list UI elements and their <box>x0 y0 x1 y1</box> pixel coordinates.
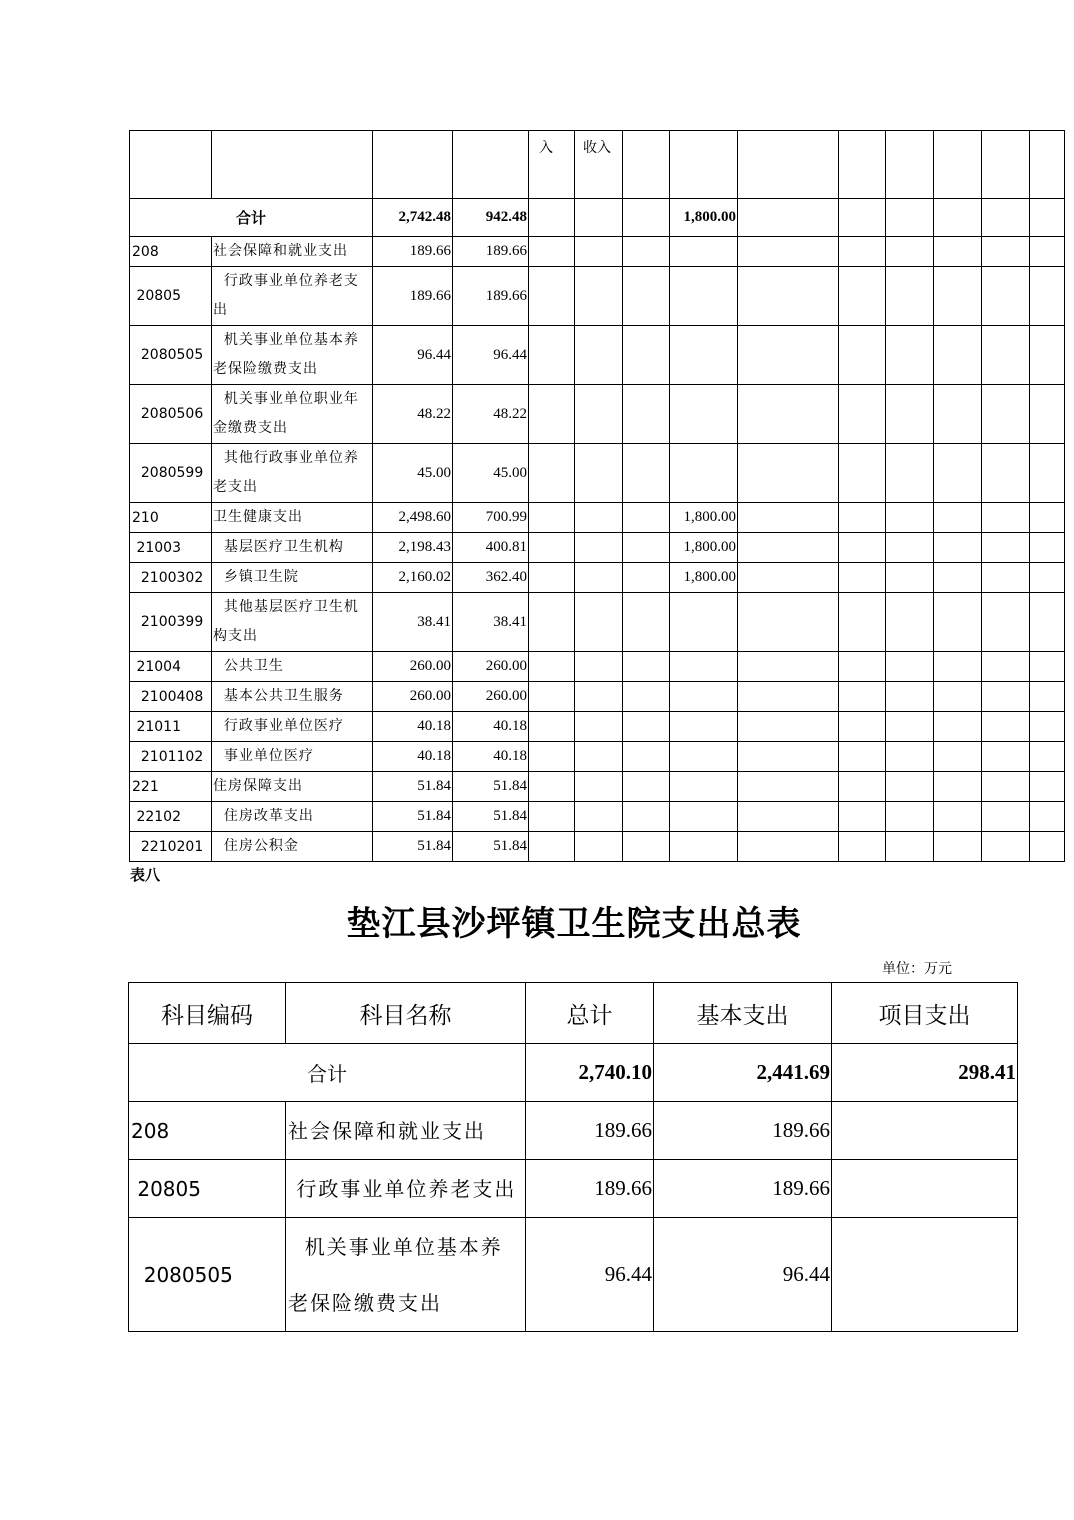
subject-code: 2080599 <box>130 444 212 503</box>
empty-cell <box>529 593 575 652</box>
empty-cell <box>575 802 623 832</box>
empty-cell <box>529 802 575 832</box>
table-row <box>130 593 1065 652</box>
empty-cell <box>934 802 982 832</box>
subject-code: 2101102 <box>130 742 212 772</box>
empty-cell <box>575 712 623 742</box>
empty-cell <box>886 444 934 503</box>
empty-cell <box>738 563 839 593</box>
empty-cell <box>982 772 1030 802</box>
other-value <box>670 832 738 862</box>
empty-cell <box>982 267 1030 326</box>
empty-cell <box>623 563 670 593</box>
empty-cell <box>1030 563 1065 593</box>
table8-expenditure-summary <box>128 982 1018 1332</box>
empty-cell <box>738 267 839 326</box>
subject-name: 住房公积金 <box>212 832 373 862</box>
basic-value: 38.41 <box>453 593 529 652</box>
basic-value: 51.84 <box>453 772 529 802</box>
empty-cell <box>886 503 934 533</box>
empty-cell <box>982 832 1030 862</box>
empty-cell <box>839 652 886 682</box>
empty-cell <box>839 444 886 503</box>
empty-cell <box>1030 802 1065 832</box>
empty-cell <box>623 802 670 832</box>
empty-cell <box>738 444 839 503</box>
header-name: 科目名称 <box>286 983 526 1044</box>
header-cell-ru: 入 <box>529 131 575 199</box>
empty-cell <box>738 712 839 742</box>
subject-code: 2080505 <box>129 1218 286 1332</box>
table8-total-row <box>129 1044 1018 1102</box>
empty-cell <box>623 267 670 326</box>
empty-cell <box>839 772 886 802</box>
empty-cell <box>738 652 839 682</box>
table-row <box>130 326 1065 385</box>
empty-cell <box>886 237 934 267</box>
subject-code: 2100408 <box>130 682 212 712</box>
subject-name: 其他基层医疗卫生机构支出 <box>212 593 373 652</box>
empty-cell <box>529 772 575 802</box>
table7-body <box>130 237 1065 862</box>
basic-value: 189.66 <box>654 1160 832 1218</box>
other-value <box>670 652 738 682</box>
subject-name: 卫生健康支出 <box>212 503 373 533</box>
other-value <box>670 742 738 772</box>
empty-cell <box>1030 593 1065 652</box>
empty-cell <box>886 385 934 444</box>
empty-cell <box>839 563 886 593</box>
subject-name: 其他行政事业单位养老支出 <box>212 444 373 503</box>
empty-cell <box>839 237 886 267</box>
other-value <box>670 772 738 802</box>
empty-cell <box>934 712 982 742</box>
empty-cell <box>738 237 839 267</box>
subject-code: 21003 <box>130 533 212 563</box>
empty-cell <box>575 237 623 267</box>
empty-cell <box>738 503 839 533</box>
empty-cell <box>575 832 623 862</box>
empty-cell <box>934 772 982 802</box>
empty-cell <box>934 237 982 267</box>
other-value <box>670 593 738 652</box>
basic-value: 260.00 <box>453 682 529 712</box>
empty-cell <box>529 742 575 772</box>
subject-name: 基本公共卫生服务 <box>212 682 373 712</box>
empty-cell <box>1030 772 1065 802</box>
header-project: 项目支出 <box>832 983 1018 1044</box>
empty-cell <box>839 503 886 533</box>
project-value <box>832 1218 1018 1332</box>
basic-value: 48.22 <box>453 385 529 444</box>
empty-cell <box>529 326 575 385</box>
empty-cell <box>934 385 982 444</box>
table-row <box>130 385 1065 444</box>
total-basic-value: 2,441.69 <box>654 1044 832 1102</box>
empty-cell <box>982 533 1030 563</box>
total-value: 51.84 <box>373 772 453 802</box>
empty-cell <box>886 742 934 772</box>
total-value: 38.41 <box>373 593 453 652</box>
empty-cell <box>982 444 1030 503</box>
basic-value: 51.84 <box>453 832 529 862</box>
empty-cell <box>934 267 982 326</box>
table-row <box>130 533 1065 563</box>
empty-cell <box>982 593 1030 652</box>
table-row <box>129 1218 1018 1332</box>
subject-name: 行政事业单位养老支出 <box>212 267 373 326</box>
empty-cell <box>934 652 982 682</box>
total-value: 40.18 <box>373 742 453 772</box>
page-title: 垫江县沙坪镇卫生院支出总表 <box>346 904 802 944</box>
other-value: 1,800.00 <box>670 533 738 563</box>
empty-cell <box>982 682 1030 712</box>
empty-cell <box>839 802 886 832</box>
empty-cell <box>934 533 982 563</box>
other-value: 1,800.00 <box>670 503 738 533</box>
subject-code: 2080505 <box>130 326 212 385</box>
empty-cell <box>575 503 623 533</box>
table-row <box>130 267 1065 326</box>
empty-cell <box>623 533 670 563</box>
total-value: 260.00 <box>373 652 453 682</box>
subject-name: 事业单位医疗 <box>212 742 373 772</box>
empty-cell <box>738 682 839 712</box>
empty-cell <box>886 533 934 563</box>
subject-name: 公共卫生 <box>212 652 373 682</box>
empty-cell <box>623 503 670 533</box>
empty-cell <box>575 593 623 652</box>
basic-value: 260.00 <box>453 652 529 682</box>
table-row <box>130 563 1065 593</box>
total-value: 189.66 <box>373 267 453 326</box>
empty-cell <box>1030 503 1065 533</box>
subject-code: 2100302 <box>130 563 212 593</box>
empty-cell <box>529 503 575 533</box>
total-value: 48.22 <box>373 385 453 444</box>
empty-cell <box>529 385 575 444</box>
unit-label: 单位：万元 <box>882 961 952 977</box>
table-row <box>130 444 1065 503</box>
basic-value: 189.66 <box>453 237 529 267</box>
total-value: 260.00 <box>373 682 453 712</box>
empty-cell <box>623 385 670 444</box>
empty-cell <box>529 444 575 503</box>
empty-cell <box>1030 237 1065 267</box>
empty-cell <box>886 682 934 712</box>
empty-cell <box>1030 385 1065 444</box>
empty-cell <box>1030 267 1065 326</box>
empty-cell <box>529 563 575 593</box>
empty-cell <box>575 533 623 563</box>
empty-cell <box>529 652 575 682</box>
empty-cell <box>982 802 1030 832</box>
other-value <box>670 385 738 444</box>
other-value <box>670 237 738 267</box>
total-value: 189.66 <box>526 1102 654 1160</box>
header-basic: 基本支出 <box>654 983 832 1044</box>
table7-continued <box>129 130 1065 862</box>
empty-cell <box>886 267 934 326</box>
empty-cell <box>839 267 886 326</box>
table-label: 表八 <box>130 866 161 884</box>
subject-name: 住房改革支出 <box>212 802 373 832</box>
basic-value: 96.44 <box>654 1218 832 1332</box>
total-value: 2,198.43 <box>373 533 453 563</box>
total-value: 189.66 <box>526 1160 654 1218</box>
table8-body <box>129 1102 1018 1332</box>
empty-cell <box>738 533 839 563</box>
other-value: 1,800.00 <box>670 563 738 593</box>
empty-cell <box>623 682 670 712</box>
subject-name: 乡镇卫生院 <box>212 563 373 593</box>
subject-code: 20805 <box>130 267 212 326</box>
empty-cell <box>623 772 670 802</box>
table-row <box>130 682 1065 712</box>
subject-code: 21004 <box>130 652 212 682</box>
empty-cell <box>1030 444 1065 503</box>
header-total: 总计 <box>526 983 654 1044</box>
total-basic-value: 942.48 <box>453 199 529 237</box>
empty-cell <box>839 326 886 385</box>
subject-name: 机关事业单位基本养老保险缴费支出 <box>212 326 373 385</box>
empty-cell <box>982 563 1030 593</box>
empty-cell <box>738 802 839 832</box>
empty-cell <box>529 832 575 862</box>
subject-name: 住房保障支出 <box>212 772 373 802</box>
empty-cell <box>575 772 623 802</box>
empty-cell <box>934 742 982 772</box>
empty-cell <box>982 503 1030 533</box>
empty-cell <box>982 237 1030 267</box>
empty-cell <box>934 593 982 652</box>
basic-value: 40.18 <box>453 742 529 772</box>
empty-cell <box>886 772 934 802</box>
table8-header-row <box>129 983 1018 1044</box>
total-value: 40.18 <box>373 712 453 742</box>
empty-cell <box>982 742 1030 772</box>
other-value <box>670 444 738 503</box>
subject-name: 基层医疗卫生机构 <box>212 533 373 563</box>
table-row <box>130 832 1065 862</box>
subject-code: 2210201 <box>130 832 212 862</box>
empty-cell <box>886 652 934 682</box>
empty-cell <box>934 832 982 862</box>
table-row <box>130 237 1065 267</box>
empty-cell <box>886 832 934 862</box>
empty-cell <box>1030 652 1065 682</box>
project-value <box>832 1102 1018 1160</box>
total-value: 96.44 <box>373 326 453 385</box>
total-value: 189.66 <box>373 237 453 267</box>
empty-cell <box>839 593 886 652</box>
empty-cell <box>982 326 1030 385</box>
subject-name: 社会保障和就业支出 <box>286 1102 526 1160</box>
empty-cell <box>623 593 670 652</box>
subject-code: 22102 <box>130 802 212 832</box>
other-value <box>670 712 738 742</box>
empty-cell <box>1030 533 1065 563</box>
total-value: 2,160.02 <box>373 563 453 593</box>
empty-cell <box>1030 712 1065 742</box>
empty-cell <box>934 682 982 712</box>
empty-cell <box>839 682 886 712</box>
empty-cell <box>623 712 670 742</box>
table-row <box>129 1160 1018 1218</box>
basic-value: 189.66 <box>453 267 529 326</box>
basic-value: 189.66 <box>654 1102 832 1160</box>
subject-code: 210 <box>130 503 212 533</box>
empty-cell <box>982 385 1030 444</box>
empty-cell <box>886 326 934 385</box>
empty-cell <box>738 385 839 444</box>
subject-code: 208 <box>129 1102 286 1160</box>
empty-cell <box>1030 832 1065 862</box>
total-label: 合计 <box>129 1044 526 1102</box>
empty-cell <box>529 682 575 712</box>
empty-cell <box>529 237 575 267</box>
total-value: 2,740.10 <box>526 1044 654 1102</box>
empty-cell <box>934 326 982 385</box>
subject-name: 行政事业单位养老支出 <box>286 1160 526 1218</box>
other-value <box>670 682 738 712</box>
empty-cell <box>575 652 623 682</box>
header-cell-shouru: 收入 <box>575 131 623 199</box>
empty-cell <box>886 802 934 832</box>
empty-cell <box>839 742 886 772</box>
empty-cell <box>575 742 623 772</box>
table-row <box>130 772 1065 802</box>
empty-cell <box>738 593 839 652</box>
table-row <box>130 802 1065 832</box>
empty-cell <box>1030 326 1065 385</box>
empty-cell <box>623 326 670 385</box>
total-value: 51.84 <box>373 802 453 832</box>
empty-cell <box>839 533 886 563</box>
table-row <box>130 503 1065 533</box>
other-value <box>670 267 738 326</box>
empty-cell <box>1030 742 1065 772</box>
empty-cell <box>575 444 623 503</box>
total-value: 2,498.60 <box>373 503 453 533</box>
empty-cell <box>575 385 623 444</box>
subject-name: 社会保障和就业支出 <box>212 237 373 267</box>
basic-value: 51.84 <box>453 802 529 832</box>
table7-header-row <box>130 131 1065 199</box>
table-row <box>130 742 1065 772</box>
empty-cell <box>738 772 839 802</box>
subject-code: 221 <box>130 772 212 802</box>
total-project-value: 298.41 <box>832 1044 1018 1102</box>
project-value <box>832 1160 1018 1218</box>
table-row <box>129 1102 1018 1160</box>
empty-cell <box>982 652 1030 682</box>
subject-code: 2080506 <box>130 385 212 444</box>
empty-cell <box>575 326 623 385</box>
subject-name: 机关事业单位职业年金缴费支出 <box>212 385 373 444</box>
empty-cell <box>738 832 839 862</box>
subject-code: 20805 <box>129 1160 286 1218</box>
basic-value: 96.44 <box>453 326 529 385</box>
empty-cell <box>839 832 886 862</box>
empty-cell <box>623 742 670 772</box>
total-value: 45.00 <box>373 444 453 503</box>
subject-code: 2100399 <box>130 593 212 652</box>
empty-cell <box>738 326 839 385</box>
subject-name: 行政事业单位医疗 <box>212 712 373 742</box>
total-other-value: 1,800.00 <box>670 199 738 237</box>
empty-cell <box>839 712 886 742</box>
basic-value: 400.81 <box>453 533 529 563</box>
header-code: 科目编码 <box>129 983 286 1044</box>
subject-name: 机关事业单位基本养老保险缴费支出 <box>286 1218 526 1332</box>
empty-cell <box>529 533 575 563</box>
empty-cell <box>529 712 575 742</box>
total-value: 96.44 <box>526 1218 654 1332</box>
empty-cell <box>575 563 623 593</box>
table7-total-row <box>130 199 1065 237</box>
basic-value: 40.18 <box>453 712 529 742</box>
total-value: 2,742.48 <box>373 199 453 237</box>
basic-value: 362.40 <box>453 563 529 593</box>
empty-cell <box>886 593 934 652</box>
subject-code: 208 <box>130 237 212 267</box>
empty-cell <box>934 563 982 593</box>
table-row <box>130 652 1065 682</box>
empty-cell <box>886 563 934 593</box>
empty-cell <box>982 712 1030 742</box>
empty-cell <box>738 742 839 772</box>
empty-cell <box>623 652 670 682</box>
empty-cell <box>886 712 934 742</box>
empty-cell <box>623 832 670 862</box>
basic-value: 45.00 <box>453 444 529 503</box>
empty-cell <box>934 444 982 503</box>
other-value <box>670 326 738 385</box>
other-value <box>670 802 738 832</box>
empty-cell <box>575 682 623 712</box>
subject-code: 21011 <box>130 712 212 742</box>
empty-cell <box>934 503 982 533</box>
empty-cell <box>1030 682 1065 712</box>
empty-cell <box>839 385 886 444</box>
table-row <box>130 712 1065 742</box>
empty-cell <box>623 237 670 267</box>
basic-value: 700.99 <box>453 503 529 533</box>
total-value: 51.84 <box>373 832 453 862</box>
empty-cell <box>529 267 575 326</box>
empty-cell <box>575 267 623 326</box>
empty-cell <box>623 444 670 503</box>
total-label: 合计 <box>130 199 373 237</box>
